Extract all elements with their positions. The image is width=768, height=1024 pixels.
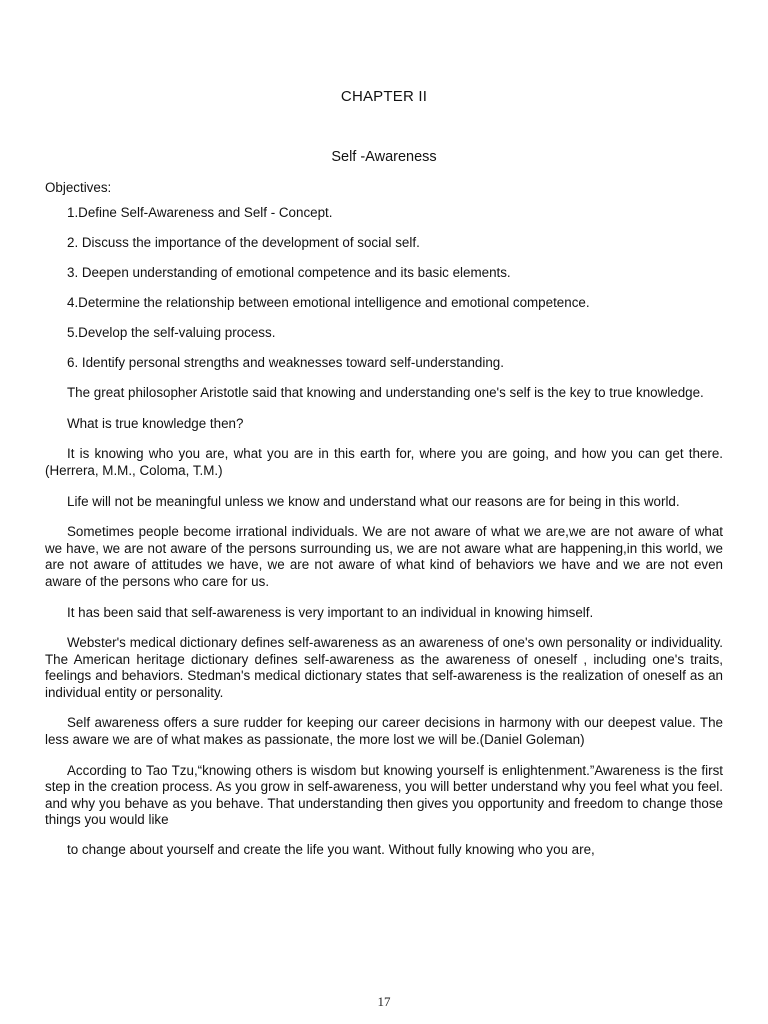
paragraph: The great philosopher Aristotle said that knowing and understanding one's self is the key to true knowledge. [67,385,704,401]
chapter-heading: CHAPTER II [340,88,428,105]
objective-item: 6. Identify personal strengths and weaknesses toward self-understanding. [67,355,504,371]
paragraph: Life will not be meaningful unless we know and understand what our reasons are for being in this world. [67,493,680,509]
paragraph: Self awareness offers a sure rudder for keeping our career decisions in harmony with our deepest value. The less aware we are of what makes as passionate, the more lost we will be.(Daniel Goleman) [45,715,723,748]
paragraph: It is knowing who you are, what you are in this earth for, where you are going, and how you can get there. (Herrera, M.M., Coloma, T.M.) [45,446,723,478]
page-number: 17 [377,994,391,1009]
section-title: Self -Awareness [331,149,437,165]
objective-item: 5.Develop the self-valuing process. [67,324,276,340]
objective-item: 1.Define Self-Awareness and Self - Concept. [67,204,333,220]
objective-item: 4.Determine the relationship between emotional intelligence and emotional competence. [67,294,590,310]
paragraph: to change about yourself and create the life you want. Without fully knowing who you are, [67,842,595,858]
paragraph: What is true knowledge then? [67,415,244,431]
objectives-label: Objectives: [45,180,112,195]
page-body [45,180,723,873]
paragraph: According to Tao Tzu,“knowing others is wisdom but knowing yourself is enlightenment.”Awareness is the first step in the creation process. As you grow in self-awareness, you will better understand why you feel what you feel. and why you behave as you behave. That understanding then gives you opportunity and freedom to change those things you would like [45,762,723,828]
objective-item: 2. Discuss the importance of the development of social self. [67,234,420,250]
paragraph: Sometimes people become irrational individuals. We are not aware of what we are,we are not aware of what we have, we are not aware of the persons surrounding us, we are not aware what are happening,in this world, we are not aware of attitudes we have, we are not aware of what kind of behaviors we have and we are not even aware of the persons who care for us. [45,524,723,589]
paragraph: Webster's medical dictionary defines self-awareness as an awareness of one's own personality or individuality. The American heritage dictionary defines self-awareness as the awareness of oneself , including one's traits, feelings and behaviors. Stedman's medical dictionary states that self-awareness is the realization of oneself as an individual entity or personality. [45,635,723,700]
paragraph: It has been said that self-awareness is very important to an individual in knowing himself. [67,604,594,620]
objective-item: 3. Deepen understanding of emotional competence and its basic elements. [67,264,511,280]
